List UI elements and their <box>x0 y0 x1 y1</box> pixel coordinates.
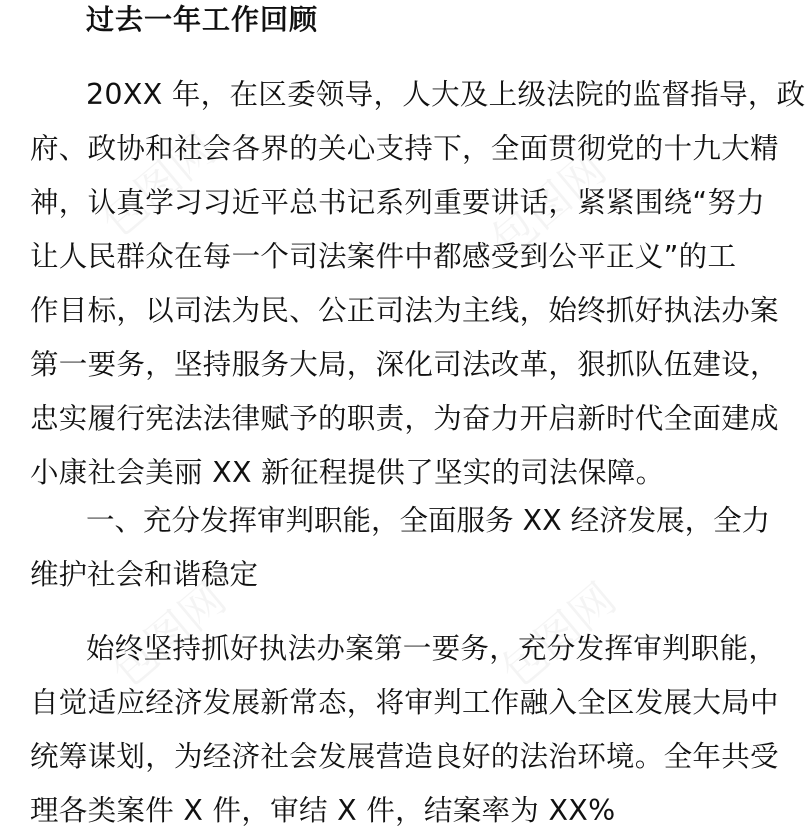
paragraph-line: 作目标，以司法为民、公正司法为主线，始终抓好执法办案 <box>30 294 779 327</box>
section-heading-line: 维护社会和谐稳定 <box>30 558 259 591</box>
paragraph-line: 神，认真学习习近平总书记系列重要讲话，紧紧围绕“努力 <box>30 186 766 219</box>
paragraph-line: 自觉适应经济发展新常态，将审判工作融入全区发展大局中 <box>30 686 779 719</box>
paragraph-line: 统筹谋划，为经济社会发展营造良好的法治环境。全年共受 <box>30 740 779 773</box>
paragraph-line: 小康社会美丽 XX 新征程提供了坚实的司法保障。 <box>30 456 665 489</box>
paragraph-section1 <box>30 622 780 838</box>
paragraph-line: 理各类案件 X 件，审结 X 件，结案率为 XX% <box>30 794 616 827</box>
document-title: 过去一年工作回顾 <box>86 3 319 36</box>
paragraph-line: 让人民群众在每一个司法案件中都感受到公平正义”的工 <box>30 240 737 273</box>
paragraph-line: 第一要务，坚持服务大局，深化司法改革，狠抓队伍建设， <box>30 348 779 381</box>
paragraph-intro <box>30 68 805 500</box>
paragraph-line: 20XX 年，在区委领导，人大及上级法院的监督指导，政 <box>86 78 805 111</box>
paragraph-line: 府、政协和社会各界的关心支持下，全面贯彻党的十九大精 <box>30 132 779 165</box>
paragraph-line: 始终坚持抓好执法办案第一要务，充分发挥审判职能， <box>86 632 778 665</box>
section-heading <box>30 494 780 602</box>
paragraph-line: 忠实履行宪法法律赋予的职责，为奋力开启新时代全面建成 <box>30 402 779 435</box>
section-heading-line: 一、充分发挥审判职能，全面服务 XX 经济发展，全力 <box>86 504 771 537</box>
